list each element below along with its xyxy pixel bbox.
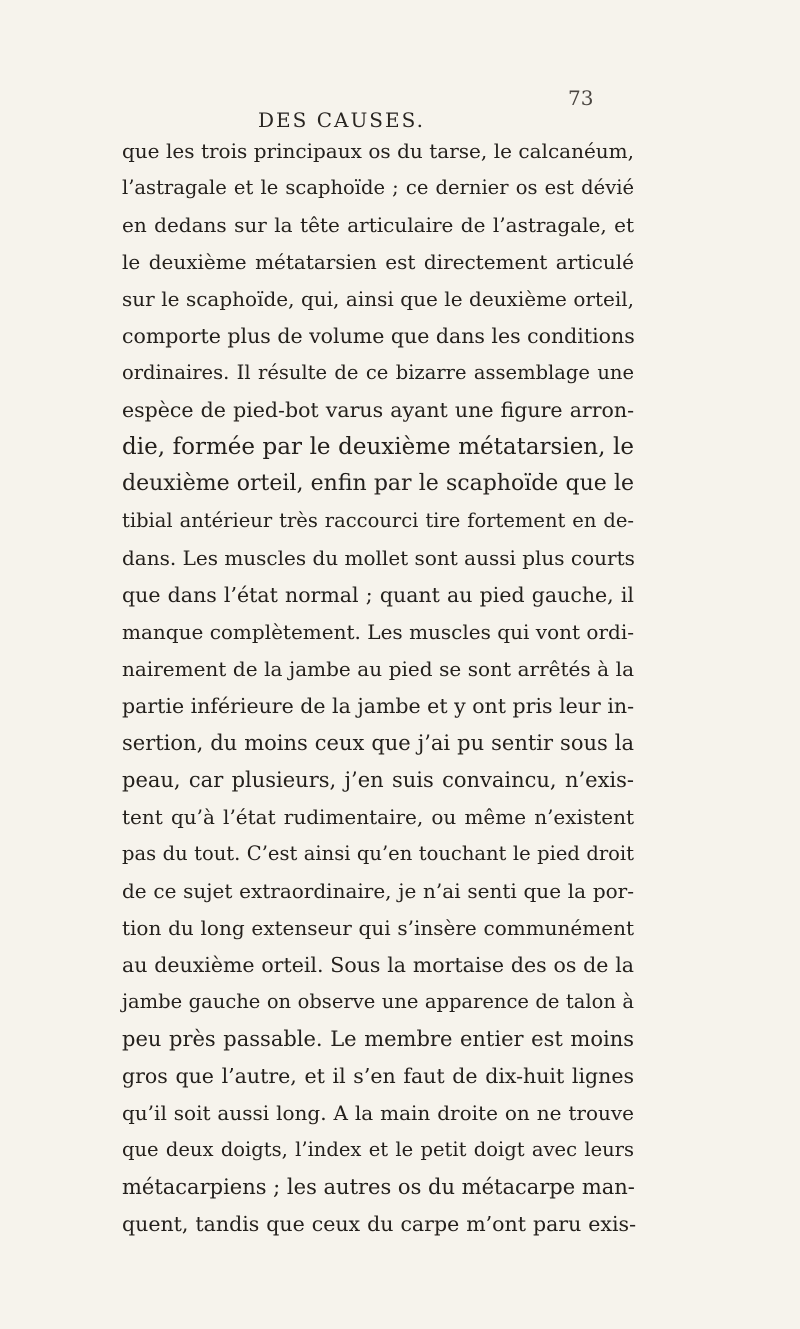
text-line: comporte plus de volume que dans les conditions <box>122 324 635 348</box>
text-line: partie inférieure de la jambe et y ont pris leur in- <box>122 694 634 718</box>
text-line: jambe gauche on observe une apparence de talon à <box>122 990 634 1013</box>
text-line: pas du tout. C’est ainsi qu’en touchant le pied droit <box>122 842 634 865</box>
text-line: gros que l’autre, et il s’en faut de dix-huit lignes <box>122 1064 634 1088</box>
text-line: de ce sujet extraordinaire, je n’ai senti que la por- <box>122 879 634 903</box>
running-head: DES CAUSES. <box>258 108 425 132</box>
text-line: le deuxième métatarsien est directement articulé <box>122 250 634 274</box>
text-line: qu’il soit aussi long. A la main droite on ne trouve <box>122 1101 634 1125</box>
text-line: ordinaires. Il résulte de ce bizarre assemblage une <box>122 361 634 384</box>
text-line: tion du long extenseur qui s’insère communément <box>122 916 634 940</box>
text-line: peau, car plusieurs, j’en suis convaincu, n’exis- <box>122 768 634 792</box>
text-line: au deuxième orteil. Sous la mortaise des os de la <box>122 953 634 977</box>
text-line: deuxième orteil, enfin par le scaphoïde que le <box>122 471 634 496</box>
text-line: sertion, du moins ceux que j’ai pu sentir sous la <box>122 731 634 755</box>
text-line: dans. Les muscles du mollet sont aussi plus courts <box>122 546 635 570</box>
text-line: sur le scaphoïde, qui, ainsi que le deuxième orteil, <box>122 287 634 311</box>
text-line: l’astragale et le scaphoïde ; ce dernier os est dévié <box>122 176 634 199</box>
text-line: nairement de la jambe au pied se sont arrêtés à la <box>122 657 634 681</box>
text-line: quent, tandis que ceux du carpe m’ont paru exis- <box>122 1212 636 1236</box>
text-line: que deux doigts, l’index et le petit doigt avec leurs <box>122 1138 634 1161</box>
text-line: en dedans sur la tête articulaire de l’astragale, et <box>122 213 634 237</box>
text-line: tent qu’à l’état rudimentaire, ou même n’existent <box>122 805 634 829</box>
text-line: métacarpiens ; les autres os du métacarpe man- <box>122 1175 635 1199</box>
text-line: espèce de pied-bot varus ayant une figure arron- <box>122 398 634 422</box>
text-line: que les trois principaux os du tarse, le calcanéum, <box>122 139 634 163</box>
text-line: manque complètement. Les muscles qui vont ordi- <box>122 620 634 644</box>
text-line: peu près passable. Le membre entier est moins <box>122 1027 634 1051</box>
page-number: 73 <box>568 86 594 110</box>
text-line: die, formée par le deuxième métatarsien, le <box>122 434 634 460</box>
text-line: tibial antérieur très raccourci tire fortement en de- <box>122 509 634 532</box>
text-line: que dans l’état normal ; quant au pied gauche, il <box>122 583 634 607</box>
